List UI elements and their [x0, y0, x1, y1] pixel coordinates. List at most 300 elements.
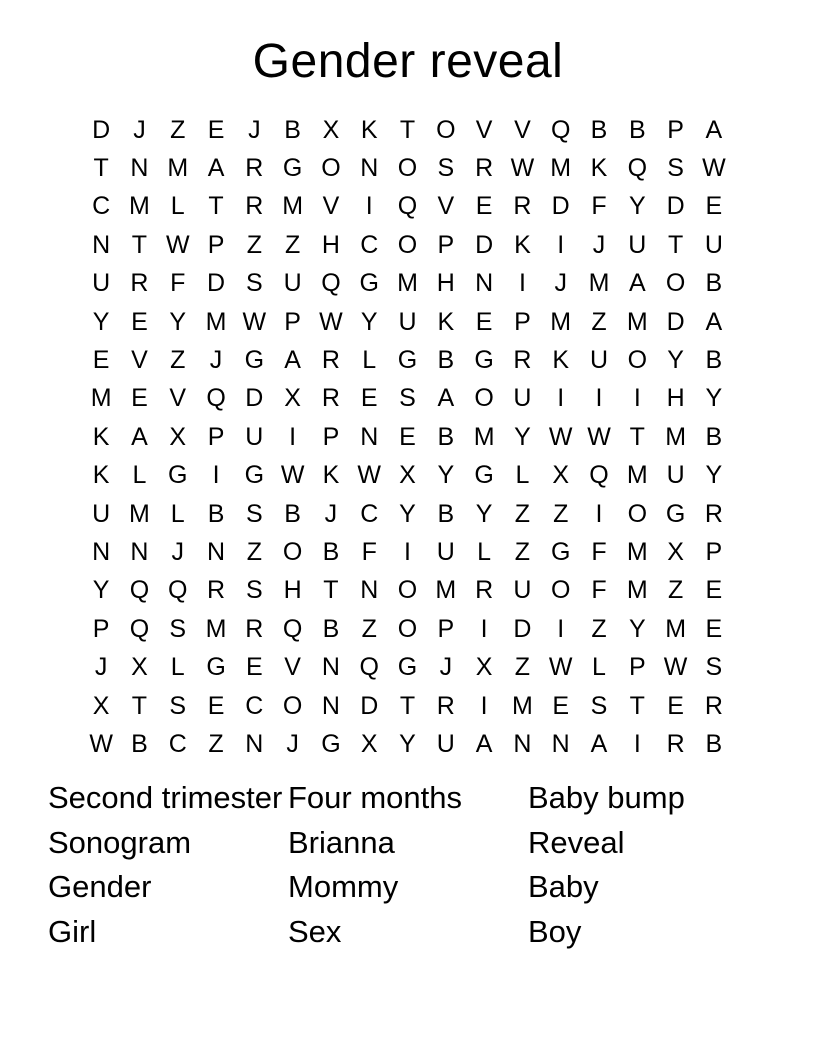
grid-cell: A	[705, 115, 723, 144]
grid-cell: E	[475, 192, 493, 221]
grid-cell: P	[207, 230, 225, 259]
grid-cell: R	[245, 192, 264, 221]
grid-cell: U	[92, 269, 111, 298]
grid-cell: B	[437, 346, 455, 375]
grid-cell: P	[667, 115, 684, 144]
word-list-item: Four months	[288, 780, 463, 815]
grid-cell: E	[360, 384, 378, 413]
grid-cell: J	[554, 269, 567, 298]
grid-cell: C	[360, 499, 379, 528]
grid-cell: R	[130, 269, 149, 298]
grid-cell: T	[399, 691, 416, 720]
grid-cell: N	[245, 729, 264, 758]
grid-cell: T	[131, 230, 148, 259]
grid-cell: K	[92, 422, 110, 451]
grid-cell: G	[474, 346, 494, 375]
grid-cell: G	[665, 499, 686, 528]
grid-cell: M	[626, 461, 648, 490]
grid-cell: M	[90, 384, 112, 413]
grid-cell: M	[205, 614, 227, 643]
grid-cell: M	[512, 691, 533, 720]
grid-cell: Q	[282, 614, 303, 643]
grid-cell: L	[477, 537, 492, 566]
grid-cell: N	[551, 729, 570, 758]
grid-cell: K	[514, 230, 531, 259]
grid-cell: N	[130, 537, 149, 566]
word-list-item: Girl	[48, 914, 97, 950]
grid-cell: U	[436, 537, 455, 566]
grid-cell: V	[514, 115, 531, 144]
word-list-column	[288, 776, 528, 955]
grid-cell: V	[475, 115, 493, 144]
grid-cell: U	[513, 384, 532, 413]
grid-cell: Q	[359, 653, 379, 682]
grid-cell: X	[399, 461, 416, 490]
grid-cell: C	[92, 192, 111, 221]
grid-cell: S	[437, 154, 455, 183]
grid-cell: B	[628, 115, 646, 144]
grid-cell: O	[397, 614, 418, 643]
grid-cell: W	[510, 154, 535, 183]
grid-cell: H	[666, 384, 685, 413]
word-list-item: Boy	[528, 914, 582, 950]
grid-cell: E	[705, 576, 723, 605]
grid-cell: D	[245, 384, 264, 413]
grid-cell: I	[557, 230, 565, 259]
grid-cell: N	[92, 537, 111, 566]
grid-cell: N	[321, 691, 340, 720]
grid-cell: R	[245, 614, 264, 643]
grid-cell: R	[513, 346, 532, 375]
grid-cell: G	[359, 269, 379, 298]
grid-cell: N	[92, 230, 111, 259]
grid-cell: S	[245, 576, 263, 605]
grid-cell: X	[131, 653, 148, 682]
grid-cell: D	[92, 115, 111, 144]
grid-cell: B	[437, 422, 455, 451]
grid-cell: T	[323, 576, 339, 605]
grid-cell: I	[633, 384, 641, 413]
grid-cell: A	[705, 307, 723, 336]
word-list-column	[48, 776, 288, 955]
grid-cell: P	[628, 653, 646, 682]
grid-cell: O	[436, 115, 456, 144]
grid-cell: F	[591, 576, 607, 605]
grid-cell: X	[169, 422, 187, 451]
grid-cell: W	[165, 230, 190, 259]
grid-cell: X	[360, 729, 378, 758]
grid-cell: M	[129, 499, 150, 528]
grid-cell: G	[397, 653, 418, 682]
grid-cell: O	[321, 154, 341, 183]
grid-cell: Q	[321, 269, 341, 298]
grid-cell: J	[209, 346, 223, 375]
grid-cell: G	[397, 346, 418, 375]
grid-cell: R	[704, 691, 723, 720]
grid-cell: Z	[667, 576, 684, 605]
grid-cell: P	[514, 307, 531, 336]
grid-cell: A	[131, 422, 148, 451]
grid-cell: Z	[514, 499, 531, 528]
grid-cell: I	[212, 461, 220, 490]
grid-cell: B	[207, 499, 225, 528]
grid-cell: Q	[168, 576, 188, 605]
grid-cell: D	[666, 192, 685, 221]
grid-cell: O	[474, 384, 494, 413]
grid-cell: M	[397, 269, 418, 298]
grid-cell: S	[245, 499, 263, 528]
grid-cell: E	[131, 307, 148, 336]
grid-cell: U	[436, 729, 455, 758]
grid-cell: S	[245, 269, 263, 298]
word-list-column	[528, 776, 768, 955]
grid-cell: I	[480, 614, 488, 643]
word-list-item: Gender	[48, 869, 152, 905]
grid-cell: W	[242, 307, 267, 336]
grid-cell: Z	[591, 307, 607, 336]
grid-cell: M	[282, 192, 304, 221]
grid-cell: G	[282, 154, 303, 183]
grid-cell: S	[169, 614, 187, 643]
grid-cell: M	[626, 537, 648, 566]
grid-cell: B	[437, 499, 455, 528]
grid-cell: Q	[129, 576, 150, 605]
grid-cell: Z	[246, 537, 262, 566]
grid-cell: X	[284, 384, 301, 413]
grid-cell: U	[666, 461, 685, 490]
grid-cell: X	[475, 653, 493, 682]
grid-cell: K	[322, 461, 340, 490]
grid-cell: C	[360, 230, 379, 259]
grid-cell: V	[284, 653, 301, 682]
grid-cell: Y	[399, 729, 416, 758]
grid-cell: I	[633, 729, 641, 758]
grid-cell: W	[89, 729, 113, 758]
grid-cell: E	[207, 691, 225, 720]
grid-cell: M	[473, 422, 495, 451]
grid-cell: Z	[284, 230, 301, 259]
grid-cell: A	[590, 729, 608, 758]
grid-cell: J	[592, 230, 606, 259]
grid-cell: M	[665, 614, 687, 643]
grid-cell: X	[552, 461, 570, 490]
grid-cell: O	[282, 691, 303, 720]
grid-cell: P	[284, 307, 301, 336]
grid-cell: Y	[169, 307, 187, 336]
grid-cell: W	[548, 653, 573, 682]
grid-cell: V	[437, 192, 455, 221]
grid-cell: R	[436, 691, 455, 720]
grid-cell: B	[705, 269, 723, 298]
grid-cell: S	[705, 653, 723, 682]
grid-cell: T	[667, 230, 684, 259]
grid-cell: B	[131, 729, 148, 758]
grid-cell: A	[475, 729, 493, 758]
grid-cell: N	[360, 576, 379, 605]
grid-cell: L	[170, 192, 185, 221]
grid-cell: O	[397, 576, 418, 605]
grid-cell: B	[705, 346, 723, 375]
grid-cell: H	[283, 576, 302, 605]
grid-cell: A	[284, 346, 301, 375]
grid-cell: X	[92, 691, 110, 720]
grid-cell: Q	[550, 115, 571, 144]
grid-cell: M	[588, 269, 610, 298]
grid-cell: U	[398, 307, 417, 336]
grid-cell: T	[93, 154, 109, 183]
grid-cell: Z	[514, 653, 531, 682]
grid-cell: S	[169, 691, 187, 720]
grid-cell: K	[92, 461, 110, 490]
grid-cell: B	[322, 614, 340, 643]
grid-cell: F	[170, 269, 186, 298]
grid-cell: Z	[246, 230, 262, 259]
grid-cell: I	[518, 269, 526, 298]
grid-cell: I	[557, 614, 565, 643]
grid-cell: U	[589, 346, 609, 375]
word-list-item: Reveal	[528, 824, 625, 860]
grid-cell: M	[626, 576, 648, 605]
grid-cell: Y	[705, 461, 723, 490]
grid-cell: X	[322, 115, 340, 144]
grid-cell: G	[550, 537, 571, 566]
grid-cell: N	[360, 154, 379, 183]
grid-cell: N	[475, 269, 494, 298]
grid-cell: X	[667, 537, 684, 566]
grid-cell: W	[587, 422, 611, 451]
grid-cell: A	[628, 269, 646, 298]
grid-cell: E	[705, 192, 723, 221]
grid-cell: O	[550, 576, 571, 605]
grid-cell: T	[629, 691, 645, 720]
grid-cell: Q	[206, 384, 226, 413]
grid-cell: U	[92, 499, 111, 528]
grid-cell: E	[552, 691, 570, 720]
grid-cell: B	[590, 115, 608, 144]
grid-cell: D	[666, 307, 685, 336]
grid-cell: P	[437, 614, 455, 643]
grid-cell: R	[475, 576, 494, 605]
grid-cell: L	[170, 653, 185, 682]
grid-cell: E	[92, 346, 110, 375]
grid-cell: U	[283, 269, 302, 298]
word-search-grid	[82, 111, 733, 764]
grid-cell: R	[666, 729, 685, 758]
grid-cell: W	[357, 461, 382, 490]
grid-cell: I	[404, 537, 411, 566]
grid-cell: E	[705, 614, 723, 643]
grid-cell: L	[362, 346, 377, 375]
grid-cell: K	[437, 307, 455, 336]
grid-cell: Y	[92, 576, 110, 605]
grid-cell: P	[322, 422, 340, 451]
grid-cell: R	[704, 499, 723, 528]
grid-cell: F	[591, 192, 607, 221]
grid-cell: Q	[397, 192, 418, 221]
grid-cell: D	[513, 614, 532, 643]
grid-cell: A	[437, 384, 455, 413]
grid-cell: K	[360, 115, 378, 144]
grid-cell: N	[130, 154, 149, 183]
word-list-item: Sex	[288, 914, 342, 950]
word-list-item: Baby	[528, 869, 599, 905]
grid-cell: E	[399, 422, 416, 451]
grid-cell: R	[321, 384, 340, 413]
word-list	[48, 776, 768, 955]
grid-cell: Y	[514, 422, 531, 451]
grid-cell: G	[168, 461, 188, 490]
grid-cell: O	[627, 499, 648, 528]
grid-cell: T	[399, 115, 416, 144]
grid-cell: B	[705, 422, 723, 451]
grid-cell: R	[207, 576, 226, 605]
grid-cell: L	[515, 461, 530, 490]
grid-cell: B	[284, 499, 301, 528]
grid-cell: R	[475, 154, 494, 183]
grid-cell: G	[244, 346, 265, 375]
grid-cell: F	[361, 537, 377, 566]
grid-cell: D	[207, 269, 226, 298]
word-list-item: Mommy	[288, 869, 399, 905]
grid-cell: K	[590, 154, 608, 183]
grid-cell: U	[513, 576, 532, 605]
grid-cell: L	[170, 499, 185, 528]
grid-cell: B	[284, 115, 301, 144]
grid-cell: V	[169, 384, 187, 413]
grid-cell: E	[131, 384, 148, 413]
word-list-item: Brianna	[288, 824, 395, 860]
grid-cell: U	[628, 230, 647, 259]
grid-cell: Z	[170, 346, 186, 375]
grid-cell: M	[626, 307, 648, 336]
grid-cell: P	[92, 614, 110, 643]
grid-cell: J	[324, 499, 338, 528]
grid-cell: Y	[667, 346, 684, 375]
grid-cell: D	[475, 230, 494, 259]
grid-cell: Y	[628, 192, 646, 221]
grid-cell: Y	[399, 499, 416, 528]
grid-cell: Q	[589, 461, 609, 490]
grid-cell: Z	[170, 115, 186, 144]
grid-cell: M	[435, 576, 457, 605]
grid-cell: Z	[591, 614, 607, 643]
grid-cell: A	[207, 154, 225, 183]
grid-cell: O	[627, 346, 648, 375]
grid-cell: G	[474, 461, 494, 490]
grid-cell: W	[702, 154, 726, 183]
grid-cell: Y	[360, 307, 378, 336]
grid-cell: U	[704, 230, 723, 259]
grid-cell: Y	[705, 384, 723, 413]
grid-cell: J	[439, 653, 453, 682]
grid-cell: E	[207, 115, 225, 144]
grid-cell: Y	[92, 307, 110, 336]
grid-cell: M	[550, 307, 572, 336]
grid-cell: C	[168, 729, 187, 758]
grid-cell: E	[245, 653, 263, 682]
puzzle-title: Gender reveal	[252, 35, 564, 88]
grid-cell: U	[245, 422, 264, 451]
grid-cell: F	[591, 537, 607, 566]
grid-cell: C	[245, 691, 264, 720]
grid-cell: K	[552, 346, 570, 375]
grid-cell: B	[322, 537, 340, 566]
grid-cell: P	[705, 537, 723, 566]
grid-cell: Y	[628, 614, 646, 643]
grid-cell: O	[282, 537, 303, 566]
grid-cell: J	[171, 537, 184, 566]
grid-cell: V	[322, 192, 340, 221]
grid-cell: M	[205, 307, 227, 336]
grid-cell: Y	[437, 461, 455, 490]
grid-cell: H	[436, 269, 455, 298]
grid-cell: J	[286, 729, 299, 758]
word-list-item: Sonogram	[48, 824, 192, 860]
grid-cell: O	[665, 269, 686, 298]
word-list-item: Second trimester	[48, 780, 283, 815]
grid-cell: I	[289, 422, 297, 451]
grid-cell: Z	[361, 614, 377, 643]
grid-cell: N	[360, 422, 379, 451]
grid-cell: E	[667, 691, 684, 720]
grid-cell: W	[548, 422, 573, 451]
grid-cell: Q	[627, 154, 648, 183]
grid-cell: P	[207, 422, 225, 451]
grid-cell: I	[365, 192, 373, 221]
grid-cell: Z	[208, 729, 224, 758]
grid-cell: I	[595, 384, 603, 413]
grid-cell: B	[705, 729, 723, 758]
grid-cell: V	[131, 346, 148, 375]
grid-cell: T	[629, 422, 645, 451]
word-list-item: Baby bump	[528, 780, 685, 815]
grid-cell: S	[399, 384, 416, 413]
grid-cell: H	[321, 230, 340, 259]
grid-cell: R	[245, 154, 264, 183]
grid-cell: G	[206, 653, 226, 682]
grid-cell: T	[131, 691, 148, 720]
grid-cell: I	[557, 384, 565, 413]
grid-cell: M	[167, 154, 189, 183]
grid-cell: W	[319, 307, 343, 336]
grid-cell: L	[132, 461, 147, 490]
grid-cell: Q	[129, 614, 150, 643]
grid-cell: G	[321, 729, 341, 758]
grid-cell: O	[397, 154, 418, 183]
grid-cell: S	[590, 691, 608, 720]
grid-cell: N	[321, 653, 340, 682]
grid-cell: L	[592, 653, 606, 682]
grid-cell: N	[207, 537, 226, 566]
grid-cell: Z	[514, 537, 531, 566]
grid-cell: I	[480, 691, 488, 720]
grid-cell: M	[665, 422, 687, 451]
grid-cell: S	[667, 154, 684, 183]
grid-cell: Y	[475, 499, 493, 528]
grid-cell: W	[280, 461, 305, 490]
grid-cell: G	[244, 461, 265, 490]
grid-cell: J	[133, 115, 146, 144]
grid-cell: W	[663, 653, 688, 682]
grid-cell: M	[129, 192, 150, 221]
grid-cell: D	[551, 192, 570, 221]
grid-cell: P	[437, 230, 455, 259]
grid-cell: T	[208, 192, 224, 221]
grid-cell: M	[550, 154, 572, 183]
grid-cell: E	[475, 307, 493, 336]
grid-cell: R	[321, 346, 340, 375]
grid-cell: O	[397, 230, 418, 259]
